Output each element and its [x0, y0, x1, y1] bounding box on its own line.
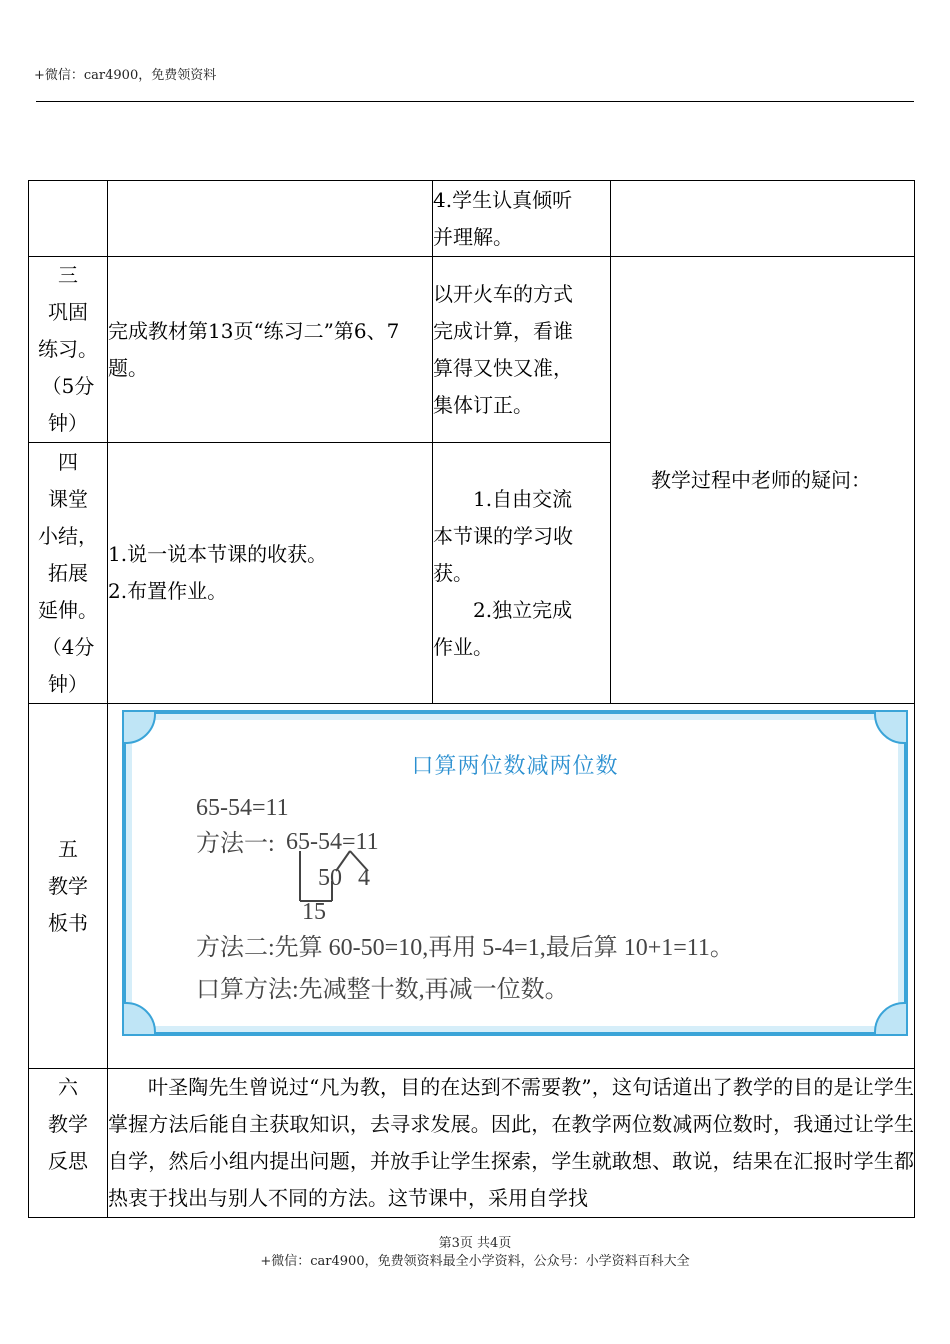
stage-line: 练习。: [38, 337, 98, 361]
activity-cell-practice: [433, 257, 611, 443]
stage-cell-board: [29, 704, 108, 1069]
activity-line: 获。: [433, 560, 473, 585]
corner-ornament: [874, 710, 908, 744]
stage-line: （5分: [41, 374, 95, 398]
content-line: 1.说一说本节课的收获。: [108, 542, 328, 566]
content-cell-empty: [108, 181, 433, 257]
question-cell: [611, 257, 915, 704]
content-text: 完成教材第13页“练习二”第6、7题。: [108, 318, 400, 380]
table-row-continuation: [29, 181, 915, 257]
stage-line: 教学: [48, 873, 88, 898]
rule-text: 口算方法:先减整十数,再减一位数。: [196, 977, 569, 1003]
stage-line: 拓展: [48, 560, 88, 585]
table-row-board: [29, 704, 915, 1069]
stage-line: 课堂: [48, 486, 88, 511]
corner-ornament: [122, 710, 156, 744]
stage-cell-reflection: [29, 1069, 108, 1218]
activity-line: 集体订正。: [433, 392, 533, 417]
activity-line: 1.自由交流: [473, 486, 573, 511]
table-row-reflection: [29, 1069, 915, 1218]
stage-line: （4分: [41, 634, 95, 659]
board-title: 口算两位数减两位数: [411, 754, 619, 779]
stage-line: 钟）: [48, 671, 88, 696]
stage-line: 延伸。: [38, 597, 98, 622]
activity-line: 算得又快又准，: [433, 355, 573, 380]
split-part-tens: 50: [318, 865, 342, 891]
content-cell-summary: [108, 443, 433, 704]
activity-line: 本节课的学习收: [433, 523, 573, 548]
header-note: +微信：car4900，免费领资料: [34, 68, 217, 83]
method1-label: 方法一:: [196, 831, 275, 857]
activity-line: 并理解。: [433, 224, 513, 249]
activity-line: 完成计算，看谁: [433, 318, 573, 343]
table-row-practice: [29, 257, 915, 443]
lesson-plan-table: [28, 180, 915, 1218]
stage-cell-practice: [29, 257, 108, 443]
stage-line: 板书: [48, 910, 88, 935]
stage-line: 巩固: [48, 300, 88, 324]
stage-cell-empty: [29, 181, 108, 257]
stage-cell-summary: [29, 443, 108, 704]
board-equation: 65-54=11: [196, 795, 289, 821]
question-cell-empty: [611, 181, 915, 257]
stage-line: 五: [58, 836, 78, 861]
stage-line: 四: [58, 449, 78, 474]
activity-line: 作业。: [433, 634, 493, 659]
blackboard-graphic: [122, 710, 908, 1036]
reflection-text: 叶圣陶先生曾说过“凡为教，目的在达到不需要教”，这句话道出了教学的目的是让学生掌握方法后能自主获取知识，去寻求发展。因此，在教学两位数减两位数时，我通过让学生自学，然后小组内提出问题，并放手让学生探索，学生就敢想、敢说，结果在汇报时学生都热衷于找出与别人不同的方法。这节课中，采用自学找: [108, 1069, 915, 1218]
activity-cell-summary: [433, 443, 611, 704]
activity-line: 4.学生认真倾听: [433, 187, 573, 212]
stage-line: 六: [58, 1075, 78, 1099]
activity-line: 以开火车的方式: [433, 281, 573, 306]
method2-text: 方法二:先算 60-50=10,再用 5-4=1,最后算 10+1=11。: [196, 935, 734, 961]
activity-cell-listen: [433, 181, 611, 257]
content-cell-practice: [108, 257, 433, 443]
split-result: 15: [302, 899, 326, 925]
stage-line: 钟）: [48, 411, 88, 435]
split-part-ones: 4: [358, 865, 370, 891]
teacher-question-label: 教学过程中老师的疑问：: [651, 467, 871, 492]
stage-line: 反思: [48, 1149, 88, 1173]
stage-line: 教学: [48, 1112, 88, 1136]
stage-line: 小结，: [38, 523, 98, 548]
board-cell: [108, 704, 915, 1069]
header-divider: [36, 101, 914, 102]
activity-line: 2.独立完成: [473, 597, 573, 622]
stage-line: 三: [58, 263, 78, 287]
corner-ornament: [874, 1002, 908, 1036]
method1-expression: 65-54=11: [286, 829, 379, 855]
page-number: 第3页 共4页: [438, 1236, 512, 1251]
footer-note: +微信：car4900，免费领资料最全小学资料，公众号：小学资料百科大全: [260, 1254, 690, 1269]
content-line: 2.布置作业。: [108, 579, 228, 603]
corner-ornament: [122, 1002, 156, 1036]
